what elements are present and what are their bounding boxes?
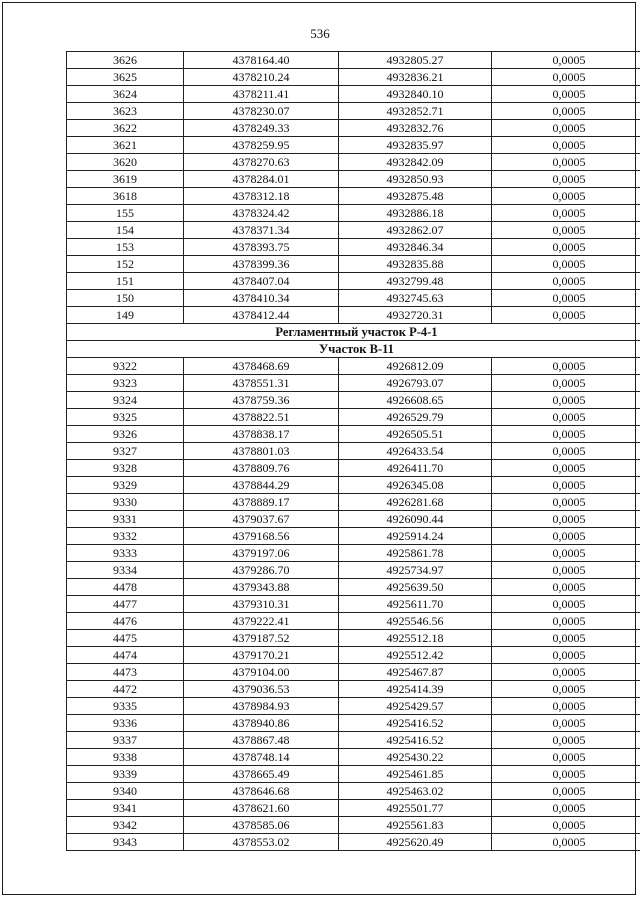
y-coordinate-cell: 4925414.39	[339, 681, 492, 698]
y-coordinate-cell: 4926411.70	[339, 460, 492, 477]
value-cell: 0,0005	[492, 800, 640, 817]
point-number-cell: 3620	[67, 154, 184, 171]
y-coordinate-cell: 4932799.48	[339, 273, 492, 290]
value-cell: 0,0005	[492, 120, 640, 137]
y-coordinate-cell: 4932886.18	[339, 205, 492, 222]
point-number-cell: 9325	[67, 409, 184, 426]
table-row	[67, 579, 640, 596]
y-coordinate-cell: 4925861.78	[339, 545, 492, 562]
x-coordinate-cell: 4378585.06	[184, 817, 339, 834]
value-cell: 0,0005	[492, 511, 640, 528]
x-coordinate-cell: 4379036.53	[184, 681, 339, 698]
y-coordinate-cell: 4932720.31	[339, 307, 492, 324]
table-row	[67, 273, 640, 290]
table-row	[67, 477, 640, 494]
table-row	[67, 205, 640, 222]
y-coordinate-cell: 4932875.48	[339, 188, 492, 205]
y-coordinate-cell: 4932850.93	[339, 171, 492, 188]
value-cell: 0,0005	[492, 630, 640, 647]
value-cell: 0,0005	[492, 171, 640, 188]
x-coordinate-cell: 4379310.31	[184, 596, 339, 613]
y-coordinate-cell: 4932862.07	[339, 222, 492, 239]
x-coordinate-cell: 4378399.36	[184, 256, 339, 273]
value-cell: 0,0005	[492, 86, 640, 103]
point-number-cell: 9343	[67, 834, 184, 851]
value-cell: 0,0005	[492, 460, 640, 477]
x-coordinate-cell: 4378984.93	[184, 698, 339, 715]
table-row	[67, 460, 640, 477]
point-number-cell: 9323	[67, 375, 184, 392]
page-number: 536	[310, 26, 330, 41]
point-number-cell: 3619	[67, 171, 184, 188]
point-number-cell: 4476	[67, 613, 184, 630]
y-coordinate-cell: 4925467.87	[339, 664, 492, 681]
table-row	[67, 800, 640, 817]
point-number-cell: 3625	[67, 69, 184, 86]
value-cell: 0,0005	[492, 239, 640, 256]
subsection-title: Участок В-11	[67, 341, 640, 358]
value-cell: 0,0005	[492, 154, 640, 171]
y-coordinate-cell: 4925416.52	[339, 732, 492, 749]
value-cell: 0,0005	[492, 256, 640, 273]
y-coordinate-cell: 4932832.76	[339, 120, 492, 137]
x-coordinate-cell: 4378867.48	[184, 732, 339, 749]
table-row	[67, 715, 640, 732]
table-row	[67, 545, 640, 562]
table-row	[67, 443, 640, 460]
table-row	[67, 392, 640, 409]
point-number-cell: 9328	[67, 460, 184, 477]
y-coordinate-cell: 4925512.42	[339, 647, 492, 664]
x-coordinate-cell: 4379222.41	[184, 613, 339, 630]
x-coordinate-cell: 4378809.76	[184, 460, 339, 477]
x-coordinate-cell: 4378164.40	[184, 52, 339, 69]
point-number-cell: 9341	[67, 800, 184, 817]
table-row	[67, 647, 640, 664]
value-cell: 0,0005	[492, 783, 640, 800]
table-row	[67, 562, 640, 579]
table-row	[67, 630, 640, 647]
y-coordinate-cell: 4925463.02	[339, 783, 492, 800]
x-coordinate-cell: 4378393.75	[184, 239, 339, 256]
x-coordinate-cell: 4378312.18	[184, 188, 339, 205]
value-cell: 0,0005	[492, 273, 640, 290]
point-number-cell: 4473	[67, 664, 184, 681]
x-coordinate-cell: 4378940.86	[184, 715, 339, 732]
table-row	[67, 681, 640, 698]
table-row	[67, 732, 640, 749]
x-coordinate-cell: 4379037.67	[184, 511, 339, 528]
point-number-cell: 4478	[67, 579, 184, 596]
value-cell: 0,0005	[492, 664, 640, 681]
point-number-cell: 9327	[67, 443, 184, 460]
table-row	[67, 783, 640, 800]
table-row	[67, 86, 640, 103]
point-number-cell: 9322	[67, 358, 184, 375]
x-coordinate-cell: 4378270.63	[184, 154, 339, 171]
point-number-cell: 4475	[67, 630, 184, 647]
point-number-cell: 4474	[67, 647, 184, 664]
point-number-cell: 3622	[67, 120, 184, 137]
point-number-cell: 3621	[67, 137, 184, 154]
x-coordinate-cell: 4379187.52	[184, 630, 339, 647]
coordinates-table	[66, 51, 640, 851]
point-number-cell: 9336	[67, 715, 184, 732]
x-coordinate-cell: 4378553.02	[184, 834, 339, 851]
value-cell: 0,0005	[492, 715, 640, 732]
y-coordinate-cell: 4926505.51	[339, 426, 492, 443]
value-cell: 0,0005	[492, 647, 640, 664]
value-cell: 0,0005	[492, 222, 640, 239]
y-coordinate-cell: 4926529.79	[339, 409, 492, 426]
y-coordinate-cell: 4932840.10	[339, 86, 492, 103]
value-cell: 0,0005	[492, 817, 640, 834]
point-number-cell: 9333	[67, 545, 184, 562]
y-coordinate-cell: 4926090.44	[339, 511, 492, 528]
point-number-cell: 3618	[67, 188, 184, 205]
value-cell: 0,0005	[492, 103, 640, 120]
table-row	[67, 222, 640, 239]
y-coordinate-cell: 4932852.71	[339, 103, 492, 120]
y-coordinate-cell: 4925611.70	[339, 596, 492, 613]
value-cell: 0,0005	[492, 290, 640, 307]
y-coordinate-cell: 4925429.57	[339, 698, 492, 715]
x-coordinate-cell: 4379104.00	[184, 664, 339, 681]
point-number-cell: 154	[67, 222, 184, 239]
point-number-cell: 152	[67, 256, 184, 273]
table-row	[67, 613, 640, 630]
section-title-row	[67, 324, 640, 341]
table-row	[67, 409, 640, 426]
table-row	[67, 120, 640, 137]
table-row	[67, 290, 640, 307]
x-coordinate-cell: 4378844.29	[184, 477, 339, 494]
point-number-cell: 3624	[67, 86, 184, 103]
table-row	[67, 256, 640, 273]
value-cell: 0,0005	[492, 443, 640, 460]
point-number-cell: 3623	[67, 103, 184, 120]
x-coordinate-cell: 4378822.51	[184, 409, 339, 426]
x-coordinate-cell: 4379343.88	[184, 579, 339, 596]
table-row	[67, 749, 640, 766]
x-coordinate-cell: 4379286.70	[184, 562, 339, 579]
x-coordinate-cell: 4378211.41	[184, 86, 339, 103]
value-cell: 0,0005	[492, 834, 640, 851]
value-cell: 0,0005	[492, 137, 640, 154]
x-coordinate-cell: 4378259.95	[184, 137, 339, 154]
x-coordinate-cell: 4378621.60	[184, 800, 339, 817]
table-row	[67, 766, 640, 783]
y-coordinate-cell: 4925546.56	[339, 613, 492, 630]
point-number-cell: 9337	[67, 732, 184, 749]
x-coordinate-cell: 4378748.14	[184, 749, 339, 766]
point-number-cell: 9324	[67, 392, 184, 409]
table-row	[67, 69, 640, 86]
y-coordinate-cell: 4932805.27	[339, 52, 492, 69]
table-row	[67, 494, 640, 511]
y-coordinate-cell: 4925416.52	[339, 715, 492, 732]
x-coordinate-cell: 4378551.31	[184, 375, 339, 392]
point-number-cell: 9332	[67, 528, 184, 545]
point-number-cell: 149	[67, 307, 184, 324]
point-number-cell: 9334	[67, 562, 184, 579]
x-coordinate-cell: 4378412.44	[184, 307, 339, 324]
point-number-cell: 9340	[67, 783, 184, 800]
x-coordinate-cell: 4378759.36	[184, 392, 339, 409]
value-cell: 0,0005	[492, 562, 640, 579]
value-cell: 0,0005	[492, 596, 640, 613]
x-coordinate-cell: 4378249.33	[184, 120, 339, 137]
table-row	[67, 239, 640, 256]
value-cell: 0,0005	[492, 69, 640, 86]
table-row	[67, 426, 640, 443]
value-cell: 0,0005	[492, 52, 640, 69]
value-cell: 0,0005	[492, 205, 640, 222]
y-coordinate-cell: 4932846.34	[339, 239, 492, 256]
x-coordinate-cell: 4378407.04	[184, 273, 339, 290]
x-coordinate-cell: 4378324.42	[184, 205, 339, 222]
table-row	[67, 137, 640, 154]
table-row	[67, 698, 640, 715]
value-cell: 0,0005	[492, 307, 640, 324]
value-cell: 0,0005	[492, 545, 640, 562]
x-coordinate-cell: 4379170.21	[184, 647, 339, 664]
point-number-cell: 9335	[67, 698, 184, 715]
value-cell: 0,0005	[492, 494, 640, 511]
y-coordinate-cell: 4932842.09	[339, 154, 492, 171]
point-number-cell: 151	[67, 273, 184, 290]
table-row	[67, 171, 640, 188]
point-number-cell: 9331	[67, 511, 184, 528]
point-number-cell: 150	[67, 290, 184, 307]
table-row	[67, 596, 640, 613]
subsection-title-row	[67, 341, 640, 358]
point-number-cell: 9329	[67, 477, 184, 494]
table-body-section-b	[67, 358, 640, 851]
x-coordinate-cell: 4379168.56	[184, 528, 339, 545]
point-number-cell: 4477	[67, 596, 184, 613]
y-coordinate-cell: 4926793.07	[339, 375, 492, 392]
table-row	[67, 817, 640, 834]
y-coordinate-cell: 4932835.97	[339, 137, 492, 154]
y-coordinate-cell: 4925430.22	[339, 749, 492, 766]
point-number-cell: 4472	[67, 681, 184, 698]
value-cell: 0,0005	[492, 188, 640, 205]
y-coordinate-cell: 4926433.54	[339, 443, 492, 460]
y-coordinate-cell: 4925501.77	[339, 800, 492, 817]
table-row	[67, 834, 640, 851]
table-body-section-a	[67, 52, 640, 324]
value-cell: 0,0005	[492, 681, 640, 698]
y-coordinate-cell: 4925461.85	[339, 766, 492, 783]
x-coordinate-cell: 4378284.01	[184, 171, 339, 188]
value-cell: 0,0005	[492, 579, 640, 596]
y-coordinate-cell: 4926812.09	[339, 358, 492, 375]
x-coordinate-cell: 4378801.03	[184, 443, 339, 460]
point-number-cell: 9330	[67, 494, 184, 511]
y-coordinate-cell: 4925561.83	[339, 817, 492, 834]
x-coordinate-cell: 4379197.06	[184, 545, 339, 562]
table-row	[67, 511, 640, 528]
x-coordinate-cell: 4378838.17	[184, 426, 339, 443]
value-cell: 0,0005	[492, 358, 640, 375]
table-row	[67, 375, 640, 392]
table-row	[67, 528, 640, 545]
point-number-cell: 9338	[67, 749, 184, 766]
table-row	[67, 188, 640, 205]
x-coordinate-cell: 4378665.49	[184, 766, 339, 783]
point-number-cell: 9339	[67, 766, 184, 783]
y-coordinate-cell: 4926345.08	[339, 477, 492, 494]
table-row	[67, 52, 640, 69]
y-coordinate-cell: 4925512.18	[339, 630, 492, 647]
value-cell: 0,0005	[492, 698, 640, 715]
x-coordinate-cell: 4378468.69	[184, 358, 339, 375]
y-coordinate-cell: 4926608.65	[339, 392, 492, 409]
table-row	[67, 103, 640, 120]
x-coordinate-cell: 4378646.68	[184, 783, 339, 800]
y-coordinate-cell: 4932836.21	[339, 69, 492, 86]
x-coordinate-cell: 4378410.34	[184, 290, 339, 307]
y-coordinate-cell: 4926281.68	[339, 494, 492, 511]
table-section-headers	[67, 324, 640, 358]
value-cell: 0,0005	[492, 392, 640, 409]
value-cell: 0,0005	[492, 375, 640, 392]
point-number-cell: 153	[67, 239, 184, 256]
value-cell: 0,0005	[492, 409, 640, 426]
y-coordinate-cell: 4925639.50	[339, 579, 492, 596]
value-cell: 0,0005	[492, 749, 640, 766]
y-coordinate-cell: 4932745.63	[339, 290, 492, 307]
x-coordinate-cell: 4378230.07	[184, 103, 339, 120]
value-cell: 0,0005	[492, 732, 640, 749]
x-coordinate-cell: 4378210.24	[184, 69, 339, 86]
y-coordinate-cell: 4925734.97	[339, 562, 492, 579]
point-number-cell: 9326	[67, 426, 184, 443]
table-row	[67, 307, 640, 324]
table-row	[67, 664, 640, 681]
value-cell: 0,0005	[492, 613, 640, 630]
point-number-cell: 3626	[67, 52, 184, 69]
y-coordinate-cell: 4925914.24	[339, 528, 492, 545]
x-coordinate-cell: 4378371.34	[184, 222, 339, 239]
section-title: Регламентный участок Р-4-1	[67, 324, 640, 341]
point-number-cell: 155	[67, 205, 184, 222]
value-cell: 0,0005	[492, 528, 640, 545]
value-cell: 0,0005	[492, 426, 640, 443]
y-coordinate-cell: 4932835.88	[339, 256, 492, 273]
value-cell: 0,0005	[492, 477, 640, 494]
y-coordinate-cell: 4925620.49	[339, 834, 492, 851]
table-row	[67, 154, 640, 171]
point-number-cell: 9342	[67, 817, 184, 834]
x-coordinate-cell: 4378889.17	[184, 494, 339, 511]
value-cell: 0,0005	[492, 766, 640, 783]
table-row	[67, 358, 640, 375]
